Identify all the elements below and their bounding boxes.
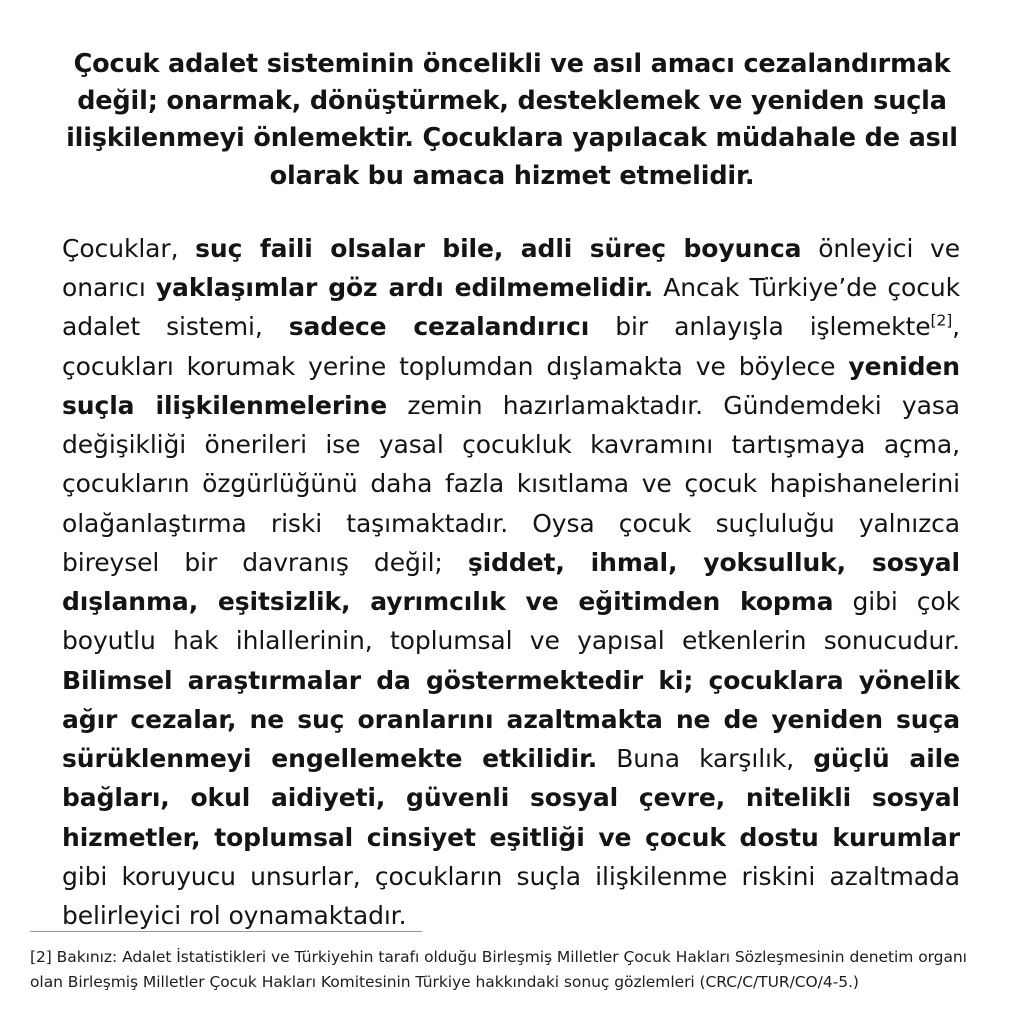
body-segment-12-bold: şiddet, ihmal, yoksulluk, sosyal dışlanma, eşitsizlik, ayrımcılık ve eğitimden kopma: [62, 547, 960, 617]
body-segment-6-bold: sadece cezalandırıcı: [288, 312, 590, 342]
body-segment-15: Buna karşılık,: [597, 744, 814, 774]
body-segment-13: gibi çok boyutlu hak ihlallerinin, toplumsal ve yapısal etkenlerin sonucudur.: [62, 587, 960, 656]
footnote-section: [30, 931, 984, 994]
footnote-divider: [30, 931, 422, 932]
lead-paragraph: Çocuk adalet sisteminin öncelikli ve asıl amacı cezalandırmak değil; onarmak, dönüştürmek, desteklemek ve yeniden suçla ilişkilenmeyi önlemektir. Çocuklara yapılacak müdahale de asıl olarak bu amaca hizmet etmelidir.: [66, 49, 958, 191]
body-segment-14-bold: Bilimsel araştırmalar da göstermektedir ki; çocuklara yönelik ağır cezalar, ne suç oranlarını azaltmakta ne de yeniden suça sürüklenmeyi engellemekte etkilidir.: [62, 665, 960, 774]
body-segment-3: önleyici ve onarıcı: [62, 233, 960, 303]
body-segment-7: bir anlayışla işlemekte: [589, 312, 931, 342]
body-segment-16-bold: güçlü aile bağları, okul aidiyeti, güvenli sosyal çevre, nitelikli sosyal hizmetler, toplumsal cinsiyet eşitliği ve çocuk dostu kurumlar: [62, 744, 960, 852]
body-segment-2-bold: suç faili olsalar bile, adli süreç boyunca: [195, 233, 802, 263]
body-segment-17: gibi koruyucu unsurlar, çocukların suçla ilişkilenme riskini azaltmada belirleyici rol oynamaktadır.: [62, 861, 960, 931]
body-segment-11: zemin hazırlamaktadır. Gündemdeki yasa değişikliği önerileri ise yasal çocukluk kavramını tartışmaya açma, çocukların özgürlüğünü daha fazla kısıtlama ve çocuk hapishanelerini olağanlaştırma riski taşımaktadır. Oysa çocuk suçluluğu yalnızca bireysel bir davranış değil;: [62, 390, 960, 577]
body-paragraph: [62, 229, 962, 936]
body-segment-9: , çocukları korumak yerine toplumdan dışlamakta ve böylece: [62, 312, 961, 381]
body-segment-5: Ancak Türkiye’de çocuk adalet sistemi,: [62, 273, 960, 342]
body-segment-1: Çocuklar,: [62, 233, 196, 263]
body-segment-4-bold: yaklaşımlar göz ardı edilmemelidir.: [155, 273, 654, 303]
footnote-text: [2] Bakınız: Adalet İstatistikleri ve Türkiyehin tarafı olduğu Birleşmiş Milletler Çocuk Hakları Sözleşmesinin denetim organı olan Birleşmiş Milletler Çocuk Hakları Komitesinin Türkiye hakkındaki sonuç gözlemleri (CRC/C/TUR/CO/4-5.): [30, 948, 967, 991]
body-segment-10-bold: yeniden suçla ilişkilenmelerine: [62, 351, 960, 420]
footnote-marker[interactable]: [2]: [930, 312, 953, 331]
